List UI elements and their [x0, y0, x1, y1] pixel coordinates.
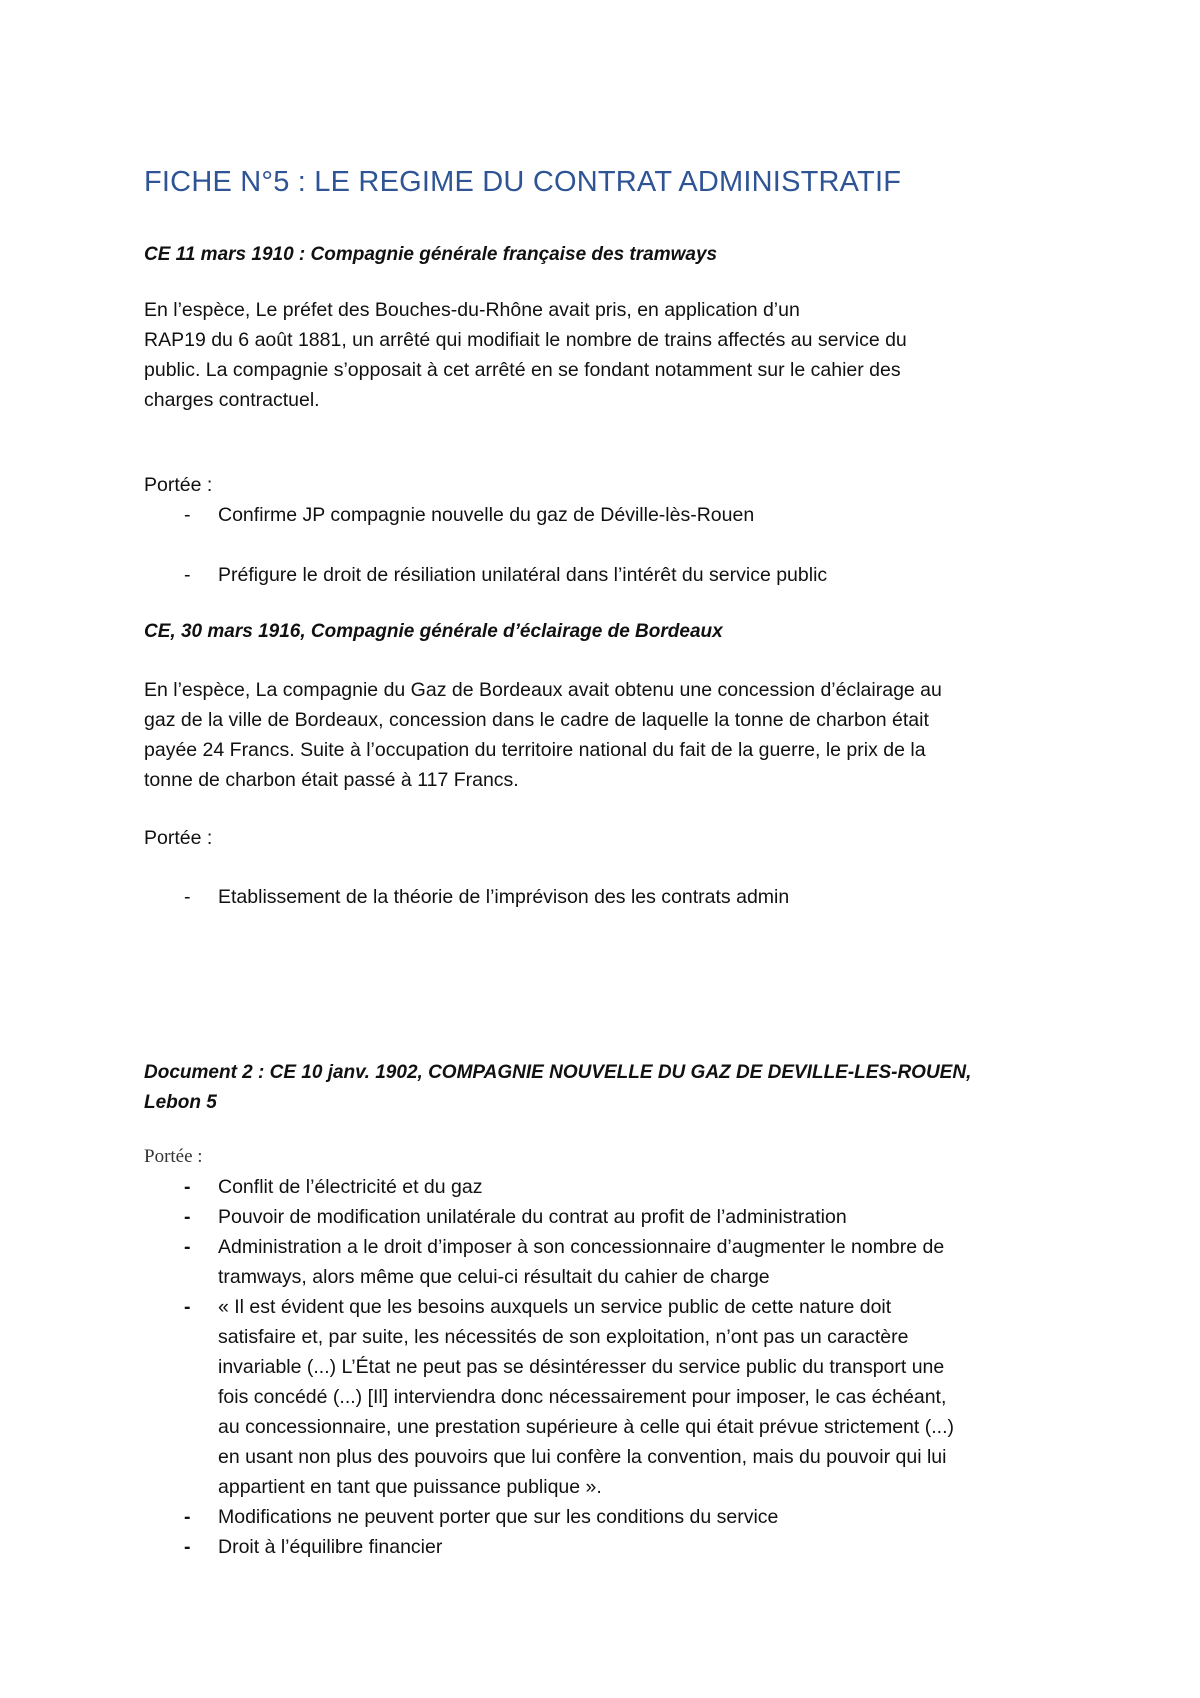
case2-heading: CE, 30 mars 1916, Compagnie générale d’éclairage de Bordeaux: [144, 621, 723, 642]
document-page: [144, 0, 1064, 1698]
list-item: [144, 500, 1064, 530]
list-item-text: invariable (...) L’État ne peut pas se désintéresser du service public du transport une: [218, 1356, 945, 1378]
case1-line: RAP19 du 6 août 1881, un arrêté qui modifiait le nombre de trains affectés au service du: [144, 329, 907, 351]
case2-bullet-list: [144, 882, 1064, 912]
list-item-text: fois concédé (...) [Il] interviendra donc nécessairement pour imposer, le cas échéant,: [218, 1386, 947, 1408]
dash-marker: -: [184, 886, 191, 908]
list-item-text: Pouvoir de modification unilatérale du contrat au profit de l’administration: [218, 1206, 847, 1228]
list-item-text: au concessionnaire, une prestation supérieure à celle qui était prévue strictement (...): [218, 1416, 954, 1438]
case1-paragraph: [144, 295, 1064, 415]
dash-marker: -: [184, 1176, 191, 1198]
document2-heading-line: Document 2 : CE 10 janv. 1902, COMPAGNIE NOUVELLE DU GAZ DE DEVILLE-LES-ROUEN,: [144, 1062, 972, 1083]
case2-line: payée 24 Francs. Suite à l’occupation du territoire national du fait de la guerre, le prix de la: [144, 739, 926, 761]
list-item: [144, 1202, 1064, 1232]
list-item-text: Modifications ne peuvent porter que sur les conditions du service: [218, 1506, 779, 1528]
case1-bullet-list: [144, 500, 1064, 530]
list-item-text: Etablissement de la théorie de l’imprévison des les contrats admin: [218, 886, 790, 908]
document2-portee-label: Portée :: [144, 1146, 203, 1167]
list-item-text: en usant non plus des pouvoirs que lui confère la convention, mais du pouvoir qui lui: [218, 1446, 947, 1468]
list-item-text: Confirme JP compagnie nouvelle du gaz de Déville-lès-Rouen: [218, 504, 755, 526]
case1-line: En l’espèce, Le préfet des Bouches-du-Rhône avait pris, en application d’un: [144, 299, 800, 321]
list-item: [144, 1532, 1064, 1562]
dash-marker: -: [184, 1296, 191, 1318]
document2-bullet-list: [144, 1172, 1064, 1562]
list-item: [144, 1232, 1064, 1292]
case1-bullet-list-2: [144, 560, 1064, 590]
list-item-text: Administration a le droit d’imposer à son concessionnaire d’augmenter le nombre de: [218, 1236, 945, 1258]
case1-line: charges contractuel.: [144, 389, 320, 411]
list-item: [144, 1172, 1064, 1202]
list-item-text: satisfaire et, par suite, les nécessités de son exploitation, n’ont pas un caractère: [218, 1326, 909, 1348]
document2-heading-line: Lebon 5: [144, 1092, 217, 1113]
list-item: [144, 1502, 1064, 1532]
list-item-text: tramways, alors même que celui-ci résultait du cahier de charge: [218, 1266, 770, 1288]
list-item-text: « Il est évident que les besoins auxquels un service public de cette nature doit: [218, 1296, 892, 1318]
list-item-text: Droit à l’équilibre financier: [218, 1536, 443, 1558]
list-item-text: Préfigure le droit de résiliation unilatéral dans l’intérêt du service public: [218, 564, 828, 586]
dash-marker: -: [184, 1236, 191, 1258]
dash-marker: -: [184, 1506, 191, 1528]
dash-marker: -: [184, 564, 191, 586]
list-item: [144, 1292, 1064, 1502]
list-item: [144, 560, 1064, 590]
list-item: [144, 882, 1064, 912]
case2-line: gaz de la ville de Bordeaux, concession dans le cadre de laquelle la tonne de charbon était: [144, 709, 929, 731]
document2-heading: [144, 1058, 1064, 1118]
case2-line: En l’espèce, La compagnie du Gaz de Bordeaux avait obtenu une concession d’éclairage au: [144, 679, 942, 701]
case1-heading: CE 11 mars 1910 : Compagnie générale française des tramways: [144, 244, 718, 265]
case1-portee-label: Portée :: [144, 474, 213, 496]
case1-line: public. La compagnie s’opposait à cet arrêté en se fondant notamment sur le cahier des: [144, 359, 901, 381]
dash-marker: -: [184, 1536, 191, 1558]
dash-marker: -: [184, 1206, 191, 1228]
page-title: FICHE N°5 : LE REGIME DU CONTRAT ADMINISTRATIF: [144, 166, 902, 198]
dash-marker: -: [184, 504, 191, 526]
list-item-text: appartient en tant que puissance publique ».: [218, 1476, 602, 1498]
case2-line: tonne de charbon était passé à 117 Francs.: [144, 769, 519, 791]
case2-portee-label: Portée :: [144, 827, 213, 849]
list-item-text: Conflit de l’électricité et du gaz: [218, 1176, 483, 1198]
case2-paragraph: [144, 675, 1064, 795]
